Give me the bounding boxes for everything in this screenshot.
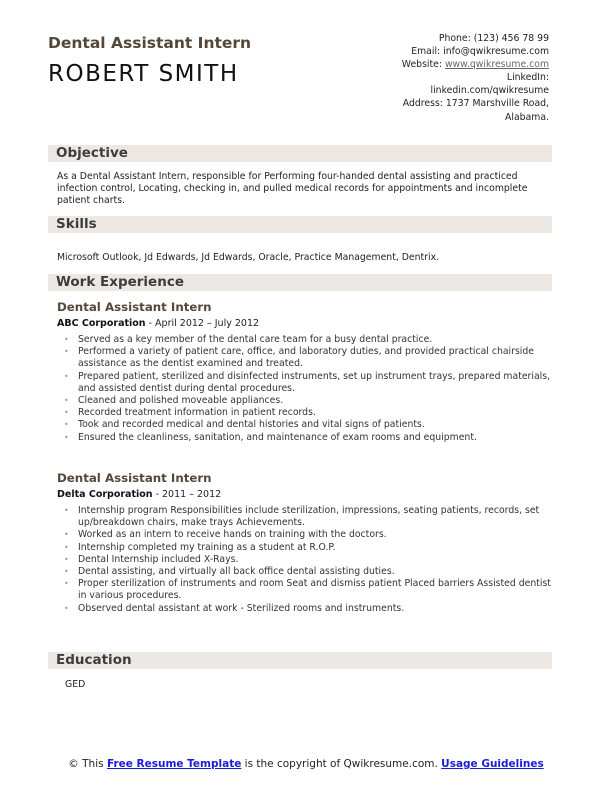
- list-item: • Cleaned and polished moveable appliances.: [78, 395, 553, 407]
- list-item: • Prepared patient, sterilized and disinfected instruments, set up instrument trays, prepared materials, and assisted dentist during dental procedures.: [78, 371, 553, 395]
- job-dates: - 2011 – 2012: [152, 489, 222, 500]
- job-title: Dental Assistant Intern: [48, 34, 252, 52]
- contact-info: [349, 32, 549, 124]
- linkedin-label: LinkedIn:: [506, 72, 549, 84]
- phone: Phone: (123) 456 78 99: [438, 33, 549, 44]
- address-line1: Address: 1737 Marshville Road,: [402, 98, 549, 110]
- skills-text: Microsoft Outlook, Jd Edwards, Jd Edwards, Oracle, Practice Management, Dentrix.: [57, 252, 440, 263]
- job-title-2: Dental Assistant Intern: [57, 471, 212, 485]
- job-bullets-2: [78, 505, 553, 615]
- list-item: • Recorded treatment information in patient records.: [78, 407, 553, 419]
- objective-text: As a Dental Assistant Intern, responsible for Performing four-handed dental assisting and practiced infection control, Locating, checking in, and pulled medical records for appointments and incomplete patient charts.: [57, 171, 528, 207]
- website-link[interactable]: www.qwikresume.com: [444, 59, 549, 71]
- job-title-1: Dental Assistant Intern: [57, 300, 212, 314]
- email: Email: info@qwikresume.com: [411, 46, 549, 58]
- skills-heading: Skills: [48, 216, 552, 233]
- list-item: • Worked as an intern to receive hands on training with the doctors.: [78, 529, 553, 541]
- job-company-2: [57, 489, 221, 500]
- list-item: • Performed a variety of patient care, office, and laboratory duties, and provided practical chairside assistance as the dentist examined and treated.: [78, 346, 553, 370]
- website-label: Website:: [401, 59, 445, 71]
- usage-guidelines-link[interactable]: Usage Guidelines: [441, 758, 544, 770]
- education-text: GED: [65, 679, 86, 690]
- linkedin: linkedin.com/qwikresume: [430, 85, 549, 97]
- job-bullets-1: [78, 334, 553, 444]
- list-item: • Internship program Responsibilities include sterilization, impressions, seating patients, records, set up/breakdown chairs, make trays Achievements.: [78, 505, 553, 529]
- website: [349, 58, 549, 71]
- address-line2: Alabama.: [505, 111, 549, 123]
- list-item: • Served as a key member of the dental care team for a busy dental practice.: [78, 334, 553, 346]
- education-heading: Education: [48, 652, 552, 669]
- footer-prefix: © This: [68, 758, 107, 770]
- footer: [0, 758, 612, 771]
- company-name: ABC Corporation: [57, 318, 146, 329]
- job-company-1: [57, 318, 259, 329]
- list-item: • Took and recorded medical and dental histories and vital signs of patients.: [78, 419, 553, 431]
- list-item: • Dental assisting, and virtually all back office dental assisting duties.: [78, 566, 553, 578]
- list-item: • Internship completed my training as a student at R.O.P.: [78, 542, 553, 554]
- company-name: Delta Corporation: [57, 489, 153, 500]
- list-item: • Observed dental assistant at work - Sterilized rooms and instruments.: [78, 603, 553, 615]
- work-experience-heading: Work Experience: [48, 274, 552, 291]
- free-resume-template-link[interactable]: Free Resume Template: [106, 758, 242, 770]
- job-dates: - April 2012 – July 2012: [145, 318, 260, 329]
- candidate-name: ROBERT SMITH: [48, 61, 239, 87]
- list-item: • Dental Internship included X-Rays.: [78, 554, 553, 566]
- footer-middle: is the copyright of Qwikresume.com.: [241, 758, 442, 770]
- list-item: • Ensured the cleanliness, sanitation, and maintenance of exam rooms and equipment.: [78, 432, 553, 444]
- list-item: • Proper sterilization of instruments and room Seat and dismiss patient Placed barriers Assisted dentist in various procedures.: [78, 578, 553, 602]
- objective-heading: Objective: [48, 145, 552, 162]
